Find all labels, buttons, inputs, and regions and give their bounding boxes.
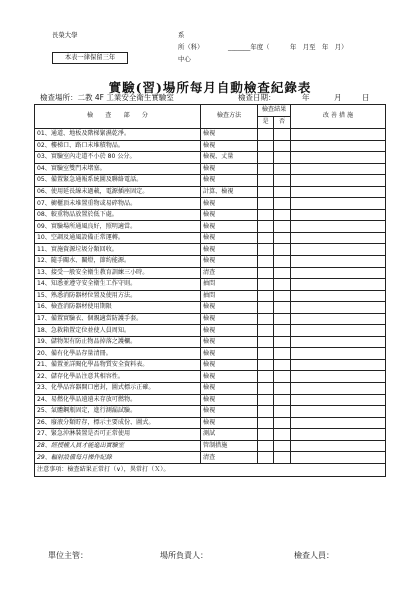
row-item: 24、易燃化學品遠遠未存放可燃物。 <box>35 394 201 406</box>
table-row <box>35 359 386 371</box>
row-action[interactable] <box>291 279 386 291</box>
row-method: 檢視 <box>201 140 258 152</box>
row-result-yes[interactable] <box>258 186 274 198</box>
row-result-yes[interactable] <box>258 336 274 348</box>
row-action[interactable] <box>291 417 386 429</box>
row-method: 檢視 <box>201 244 258 256</box>
header-result: 檢查結果 <box>258 105 291 117</box>
row-result-yes[interactable] <box>258 452 274 464</box>
row-method: 清查 <box>201 267 258 279</box>
table-row <box>35 186 386 198</box>
header-method: 檢查方法 <box>201 105 258 129</box>
row-item: 09、實驗場所通風良好，照明適當。 <box>35 221 201 233</box>
row-method: 清查 <box>201 452 258 464</box>
inspection-date-label: 檢查日期： <box>238 93 276 102</box>
table-row <box>35 198 386 210</box>
table-row <box>35 302 386 314</box>
inspection-place: 檢查場所：二教 4F 工業安全衛生實驗室 <box>40 93 174 102</box>
row-action[interactable] <box>291 440 386 452</box>
row-result-yes[interactable] <box>258 348 274 360</box>
row-result-no[interactable] <box>274 221 291 233</box>
row-method: 檢視 <box>201 359 258 371</box>
row-item: 28、經授權人員才能進出實驗室 <box>35 440 201 452</box>
year-range: 年 月至 年 月） <box>290 43 348 51</box>
table-row <box>35 371 386 383</box>
row-result-no[interactable] <box>274 417 291 429</box>
row-item: 22、儲存化學品注意其相容性。 <box>35 371 201 383</box>
row-method: 檢視 <box>201 394 258 406</box>
row-result-no[interactable] <box>274 129 291 141</box>
table-row <box>35 244 386 256</box>
row-result-no[interactable] <box>274 371 291 383</box>
row-item: 19、儲物架有防止物品掉落之護欄。 <box>35 336 201 348</box>
table-row <box>35 290 386 302</box>
header-no: 否 <box>274 117 291 129</box>
row-item: 29、輻射設備每月操作紀錄 <box>35 452 201 464</box>
row-result-yes[interactable] <box>258 290 274 302</box>
row-result-no[interactable] <box>274 452 291 464</box>
row-item: 14、知悉並遵守安全衛生工作守則。 <box>35 279 201 291</box>
row-result-no[interactable] <box>274 394 291 406</box>
row-result-yes[interactable] <box>258 429 274 441</box>
row-result-yes[interactable] <box>258 302 274 314</box>
row-result-no[interactable] <box>274 440 291 452</box>
row-action[interactable] <box>291 163 386 175</box>
row-result-no[interactable] <box>274 232 291 244</box>
row-result-no[interactable] <box>274 348 291 360</box>
row-action[interactable] <box>291 394 386 406</box>
row-method: 檢視 <box>201 371 258 383</box>
table-row <box>35 440 386 452</box>
row-item: 27、緊急沖淋裝置是否可正常使用 <box>35 429 201 441</box>
table-row <box>35 394 386 406</box>
row-method: 檢視 <box>201 325 258 337</box>
row-item: 25、氣體鋼瓶固定，進行測漏試驗。 <box>35 406 201 418</box>
row-method: 檢視 <box>201 175 258 187</box>
row-item: 21、備置並詳閱化學品物質安全資料表。 <box>35 359 201 371</box>
row-result-yes[interactable] <box>258 279 274 291</box>
table-row <box>35 348 386 360</box>
row-method: 檢視 <box>201 417 258 429</box>
row-result-yes[interactable] <box>258 325 274 337</box>
row-method: 計算、檢視 <box>201 186 258 198</box>
table-row <box>35 232 386 244</box>
row-action[interactable] <box>291 290 386 302</box>
row-result-no[interactable] <box>274 175 291 187</box>
row-action[interactable] <box>291 313 386 325</box>
row-method: 檢視 <box>201 348 258 360</box>
row-result-no[interactable] <box>274 256 291 268</box>
row-result-no[interactable] <box>274 383 291 395</box>
row-result-no[interactable] <box>274 325 291 337</box>
row-item: 03、實驗室內走道不小於 80 公分。 <box>35 152 201 164</box>
table-row <box>35 256 386 268</box>
row-action[interactable] <box>291 152 386 164</box>
row-result-yes[interactable] <box>258 417 274 429</box>
row-result-no[interactable] <box>274 209 291 221</box>
row-action[interactable] <box>291 302 386 314</box>
row-action[interactable] <box>291 221 386 233</box>
row-result-yes[interactable] <box>258 406 274 418</box>
table-row <box>35 336 386 348</box>
row-item: 20、備有化學品存量清冊。 <box>35 348 201 360</box>
row-action[interactable] <box>291 383 386 395</box>
row-result-yes[interactable] <box>258 313 274 325</box>
row-method: 檢視 <box>201 221 258 233</box>
row-result-yes[interactable] <box>258 198 274 210</box>
table-row <box>35 163 386 175</box>
row-action[interactable] <box>291 198 386 210</box>
inspection-table <box>34 104 386 477</box>
row-item: 12、隨手關水、關燈，節約能源。 <box>35 256 201 268</box>
row-result-yes[interactable] <box>258 440 274 452</box>
row-action[interactable] <box>291 336 386 348</box>
table-row <box>35 429 386 441</box>
row-result-no[interactable] <box>274 359 291 371</box>
row-result-yes[interactable] <box>258 256 274 268</box>
inspector-signature: 檢查人員： <box>294 551 334 560</box>
date-day: 日 <box>362 93 370 102</box>
row-item: 01、通道、地板及階梯緊濕乾淨。 <box>35 129 201 141</box>
row-action[interactable] <box>291 359 386 371</box>
row-action[interactable] <box>291 429 386 441</box>
row-result-yes[interactable] <box>258 232 274 244</box>
row-action[interactable] <box>291 209 386 221</box>
row-item: 23、化學品容器開口密封，圖式標示正確。 <box>35 383 201 395</box>
row-result-no[interactable] <box>274 198 291 210</box>
row-result-yes[interactable] <box>258 152 274 164</box>
header-action: 改 善 措 施 <box>291 105 386 129</box>
row-result-no[interactable] <box>274 336 291 348</box>
row-item: 15、熟悉消防器材位置及使用方法。 <box>35 290 201 302</box>
row-method: 檢視、丈量 <box>201 152 258 164</box>
date-month: 月 <box>334 93 342 102</box>
row-action[interactable] <box>291 325 386 337</box>
row-action[interactable] <box>291 371 386 383</box>
row-item: 17、備置實驗衣、個親適當防護手套。 <box>35 313 201 325</box>
row-action[interactable] <box>291 256 386 268</box>
row-result-yes[interactable] <box>258 221 274 233</box>
row-result-no[interactable] <box>274 163 291 175</box>
institute-label: 所（科） <box>178 43 204 51</box>
row-result-yes[interactable] <box>258 244 274 256</box>
row-item: 02、樓梯口、路口未堆積物品。 <box>35 140 201 152</box>
row-method: 檢視 <box>201 406 258 418</box>
row-action[interactable] <box>291 452 386 464</box>
row-method: 檢視 <box>201 313 258 325</box>
row-action[interactable] <box>291 186 386 198</box>
table-row <box>35 417 386 429</box>
table-row <box>35 209 386 221</box>
table-row <box>35 152 386 164</box>
place-head-signature: 場所負責人： <box>160 551 208 560</box>
form-title: 實驗(習)場所每月自動檢查紀錄表 <box>108 80 312 95</box>
unit-head-signature: 單位主管： <box>48 551 88 560</box>
dept-label: 系 <box>178 31 185 39</box>
table-row <box>35 313 386 325</box>
row-item: 11、實施資源垃圾分類回收。 <box>35 244 201 256</box>
table-row <box>35 175 386 187</box>
row-result-no[interactable] <box>274 244 291 256</box>
row-result-yes[interactable] <box>258 394 274 406</box>
row-item: 13、接受一般安全衛生教育訓練三小時。 <box>35 267 201 279</box>
row-result-yes[interactable] <box>258 383 274 395</box>
note-row: 注意事項：檢查結果正常打（∨），異常打（Ｘ）。 <box>35 463 386 476</box>
year-blank: _______年度（ <box>228 43 270 51</box>
table-row <box>35 221 386 233</box>
row-result-yes[interactable] <box>258 359 274 371</box>
row-item: 05、備置緊急通報系統圖及聯絡電話。 <box>35 175 201 187</box>
row-result-no[interactable] <box>274 302 291 314</box>
row-result-no[interactable] <box>274 152 291 164</box>
center-label: 中心 <box>178 55 191 63</box>
row-method: 檢視 <box>201 383 258 395</box>
row-method: 檢視 <box>201 256 258 268</box>
row-item: 08、較重物品放置於低下處。 <box>35 209 201 221</box>
row-result-no[interactable] <box>274 267 291 279</box>
row-result-yes[interactable] <box>258 163 274 175</box>
row-result-no[interactable] <box>274 279 291 291</box>
table-row <box>35 267 386 279</box>
row-result-yes[interactable] <box>258 371 274 383</box>
row-item: 10、空調及通風設備正常運轉。 <box>35 232 201 244</box>
row-method: 測試 <box>201 429 258 441</box>
row-method: 抽問 <box>201 290 258 302</box>
table-row <box>35 129 386 141</box>
header-item: 檢 查 部 分 <box>35 105 201 129</box>
row-result-yes[interactable] <box>258 175 274 187</box>
row-action[interactable] <box>291 175 386 187</box>
row-item: 06、使用延長線未過載，電源插座固定。 <box>35 186 201 198</box>
row-item: 18、急救箱置定位並使人員周知。 <box>35 325 201 337</box>
row-result-no[interactable] <box>274 313 291 325</box>
row-result-yes[interactable] <box>258 129 274 141</box>
table-row <box>35 383 386 395</box>
row-result-no[interactable] <box>274 140 291 152</box>
row-result-no[interactable] <box>274 290 291 302</box>
row-item: 16、檢查消防器材使用期限 <box>35 302 201 314</box>
table-row <box>35 406 386 418</box>
row-result-no[interactable] <box>274 429 291 441</box>
row-method: 檢視 <box>201 129 258 141</box>
row-result-yes[interactable] <box>258 209 274 221</box>
row-method: 檢視 <box>201 336 258 348</box>
row-method: 檢視 <box>201 209 258 221</box>
table-row <box>35 325 386 337</box>
row-method: 抽問 <box>201 279 258 291</box>
table-row <box>35 140 386 152</box>
row-result-yes[interactable] <box>258 267 274 279</box>
date-year: 年 <box>302 93 310 102</box>
header-yes: 是 <box>258 117 274 129</box>
row-item: 07、櫥櫃頂未堆置重物或易碎物品。 <box>35 198 201 210</box>
row-result-yes[interactable] <box>258 140 274 152</box>
row-action[interactable] <box>291 140 386 152</box>
row-action[interactable] <box>291 267 386 279</box>
row-action[interactable] <box>291 129 386 141</box>
row-action[interactable] <box>291 348 386 360</box>
row-method: 檢視 <box>201 232 258 244</box>
university-name: 長榮大學 <box>52 31 78 39</box>
row-method: 檢視 <box>201 163 258 175</box>
row-item: 26、廢液分類貯存，標示主要成份、圖式。 <box>35 417 201 429</box>
row-item: 04、實驗室雙門未堵塞。 <box>35 163 201 175</box>
row-method: 檢視 <box>201 302 258 314</box>
row-result-no[interactable] <box>274 406 291 418</box>
row-result-no[interactable] <box>274 186 291 198</box>
retention-note: 本表一律保留三年 <box>52 52 128 64</box>
row-action[interactable] <box>291 232 386 244</box>
row-action[interactable] <box>291 244 386 256</box>
row-method: 管制措施 <box>201 440 258 452</box>
table-row <box>35 452 386 464</box>
row-action[interactable] <box>291 406 386 418</box>
table-row <box>35 279 386 291</box>
row-method: 檢視 <box>201 198 258 210</box>
